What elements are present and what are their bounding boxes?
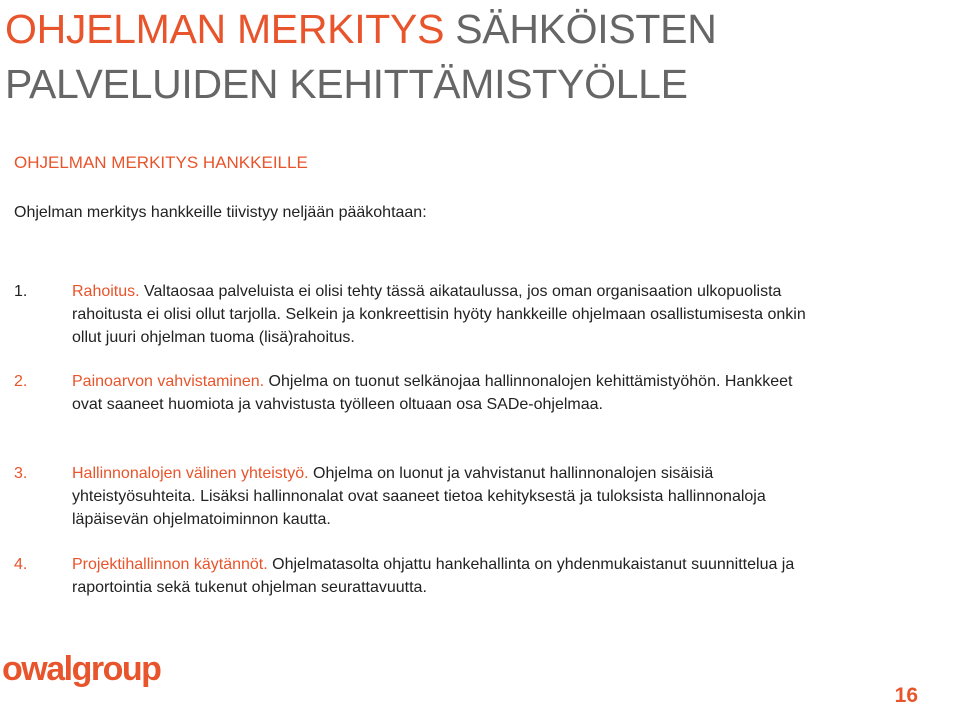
list-item-lead: Rahoitus. [72, 283, 140, 300]
slide-title [5, 2, 945, 112]
list-item-number: 3. [14, 465, 28, 482]
logo-text: owalgroup [2, 650, 161, 688]
list-item-text: Valtaosaa palveluista ei olisi tehty tässä aikataulussa, jos oman organisaation ulkopuolista rahoitusta ei olisi ollut tarjolla. Selkein ja konkreettisin hyöty hankkeille ohjelmaan osallistumisesta onkin ollut juuri ohjelman tuoma (lisä)rahoitus. [72, 283, 806, 346]
list-item-lead: Projektihallinnon käytännöt. [72, 556, 268, 573]
list-item-body [72, 370, 814, 416]
section-heading: OHJELMAN MERKITYS HANKKEILLE [14, 153, 308, 172]
list-item-body [72, 280, 814, 349]
list-item-1 [14, 280, 814, 349]
list-item-3 [14, 462, 814, 531]
list-item-body [72, 462, 814, 531]
slide-title-rest: SÄHKÖISTEN PALVELUIDEN KEHITTÄMISTYÖLLE [5, 6, 717, 107]
list-item-text: Ohjelma on tuonut selkänojaa hallinnonalojen kehittämistyöhön. Hankkeet ovat saaneet huomiota ja vahvistusta työlleen oltuaan osa SADe-ohjelmaa. [72, 373, 793, 413]
list-item-number: 1. [14, 283, 28, 300]
intro-text: Ohjelman merkitys hankkeille tiivistyy neljään pääkohtaan: [14, 204, 427, 221]
list-item-lead: Painoarvon vahvistaminen. [72, 373, 265, 390]
page-number: 16 [894, 684, 918, 707]
list-item-text: Ohjelmatasolta ohjattu hankehallinta on yhdenmukaistanut suunnittelua ja raportointia sekä tukenut ohjelman seurattavuutta. [72, 556, 795, 596]
list-item-lead: Hallinnonalojen välinen yhteistyö. [72, 465, 309, 482]
list-item-number: 2. [14, 373, 28, 390]
list-item-4 [14, 553, 814, 599]
list-item-2 [14, 370, 814, 416]
list-item-number: 4. [14, 556, 28, 573]
list-item-body [72, 553, 814, 599]
owalgroup-logo [2, 642, 177, 694]
list-item-text: Ohjelma on luonut ja vahvistanut hallinnonalojen sisäisiä yhteistyösuhteita. Lisäksi hallinnonalat ovat saaneet tietoa kehityksestä ja tuloksista hallinnonaloja läpäisevän ohjelmatoiminnon kautta. [72, 465, 766, 528]
slide-title-accent: OHJELMAN MERKITYS [5, 6, 445, 52]
